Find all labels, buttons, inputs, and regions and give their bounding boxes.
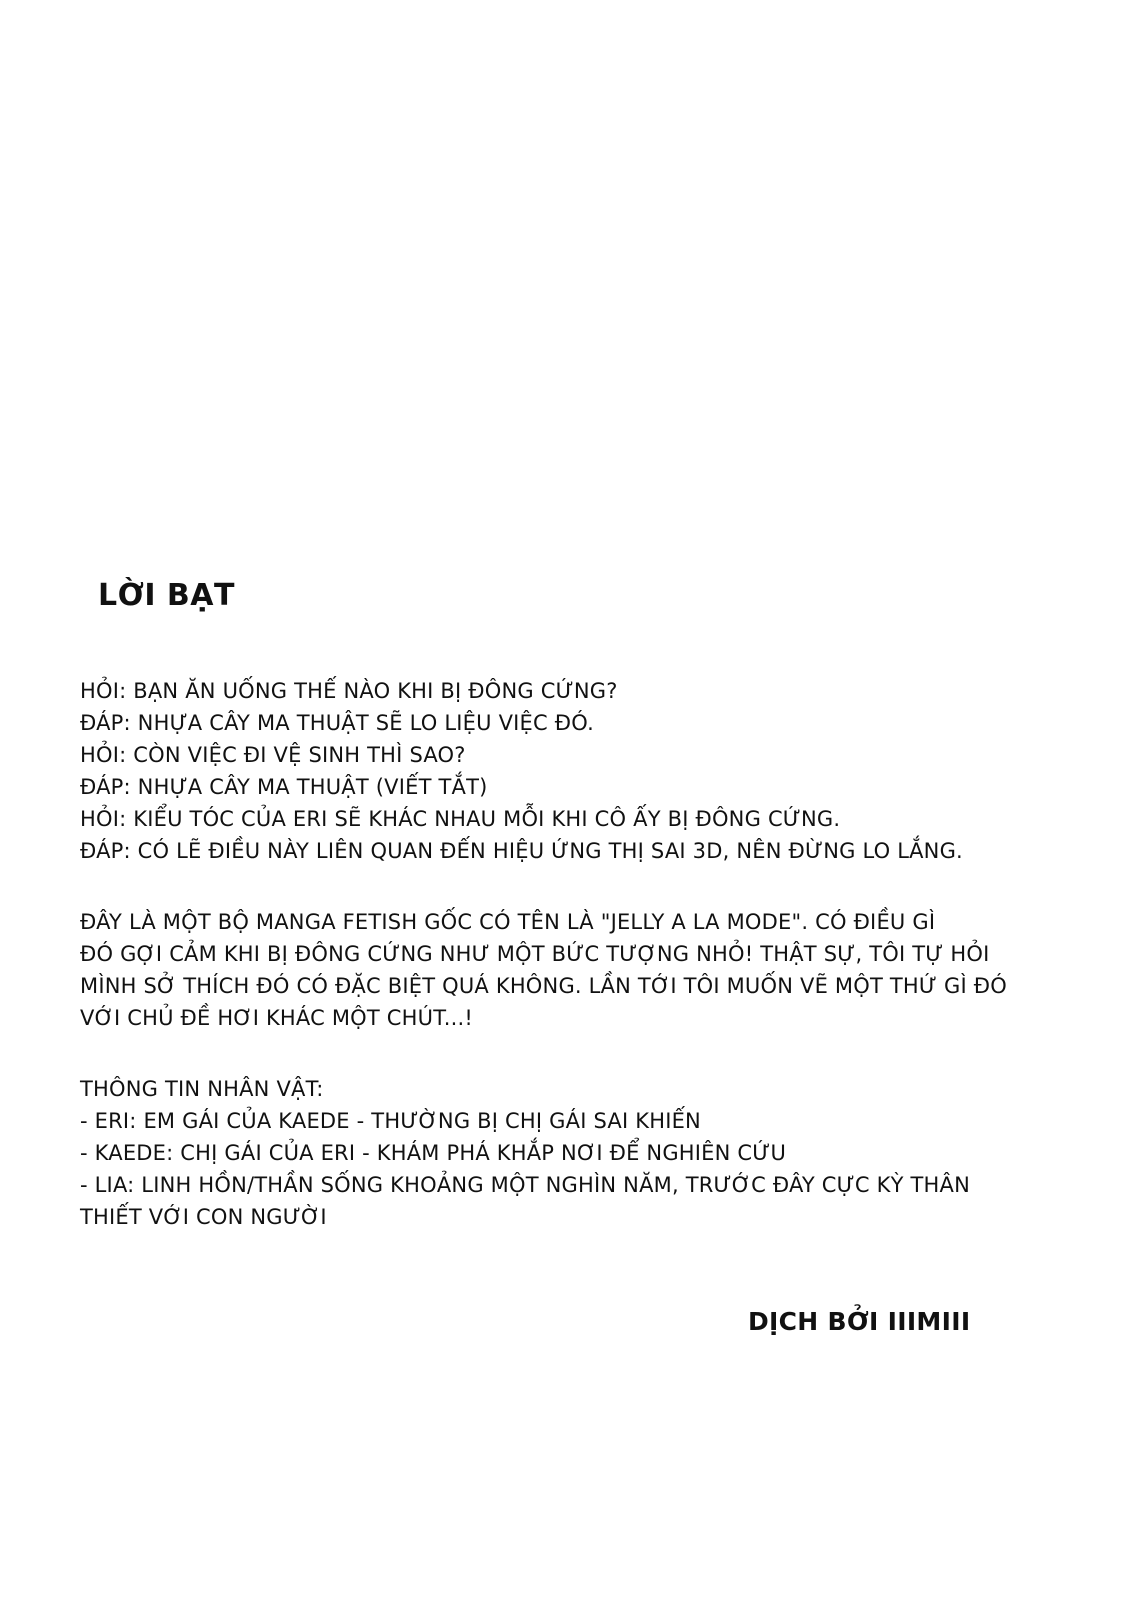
page-title: LỜI BẠT: [98, 578, 235, 613]
author-note-paragraph: [80, 906, 1007, 1034]
qa-line: HỎI: CÒN VIỆC ĐI VỆ SINH THÌ SAO?: [80, 743, 466, 767]
note-line: MÌNH SỞ THÍCH ĐÓ CÓ ĐẶC BIỆT QUÁ KHÔNG. LẦN TỚI TÔI MUỐN VẼ MỘT THỨ GÌ ĐÓ: [80, 974, 1007, 998]
qa-line: ĐÁP: CÓ LẼ ĐIỀU NÀY LIÊN QUAN ĐẾN HIỆU ỨNG THỊ SAI 3D, NÊN ĐỪNG LO LẮNG.: [80, 839, 963, 863]
note-line: VỚI CHỦ ĐỀ HƠI KHÁC MỘT CHÚT...!: [80, 1006, 474, 1030]
translator-credit: DỊCH BỞI IIIMIII: [748, 1307, 971, 1336]
qa-line: ĐÁP: NHỰA CÂY MA THUẬT SẼ LO LIỆU VIỆC ĐÓ.: [80, 711, 594, 735]
character-info-item: - KAEDE: CHỊ GÁI CỦA ERI - KHÁM PHÁ KHẮP NƠI ĐỂ NGHIÊN CỨU: [80, 1141, 787, 1165]
note-line: ĐÂY LÀ MỘT BỘ MANGA FETISH GỐC CÓ TÊN LÀ "JELLY A LA MODE". CÓ ĐIỀU GÌ: [80, 910, 936, 934]
qa-line: ĐÁP: NHỰA CÂY MA THUẬT (VIẾT TẮT): [80, 775, 488, 799]
character-info-item: - ERI: EM GÁI CỦA KAEDE - THƯỜNG BỊ CHỊ GÁI SAI KHIẾN: [80, 1109, 701, 1133]
qa-section: [80, 675, 980, 867]
character-info-heading: THÔNG TIN NHÂN VẬT:: [80, 1077, 324, 1101]
note-line: ĐÓ GỢI CẢM KHI BỊ ĐÔNG CỨNG NHƯ MỘT BỨC TƯỢNG NHỎ! THẬT SỰ, TÔI TỰ HỎI: [80, 942, 990, 966]
qa-line: HỎI: BẠN ĂN UỐNG THẾ NÀO KHI BỊ ĐÔNG CỨNG?: [80, 679, 618, 703]
qa-line: HỎI: KIỂU TÓC CỦA ERI SẼ KHÁC NHAU MỖI KHI CÔ ẤY BỊ ĐÔNG CỨNG.: [80, 807, 841, 831]
character-info-section: [80, 1073, 980, 1233]
character-info-item-continued: THIẾT VỚI CON NGƯỜI: [80, 1205, 327, 1229]
character-info-item: - LIA: LINH HỒN/THẦN SỐNG KHOẢNG MỘT NGHÌN NĂM, TRƯỚC ĐÂY CỰC KỲ THÂN: [80, 1173, 970, 1197]
